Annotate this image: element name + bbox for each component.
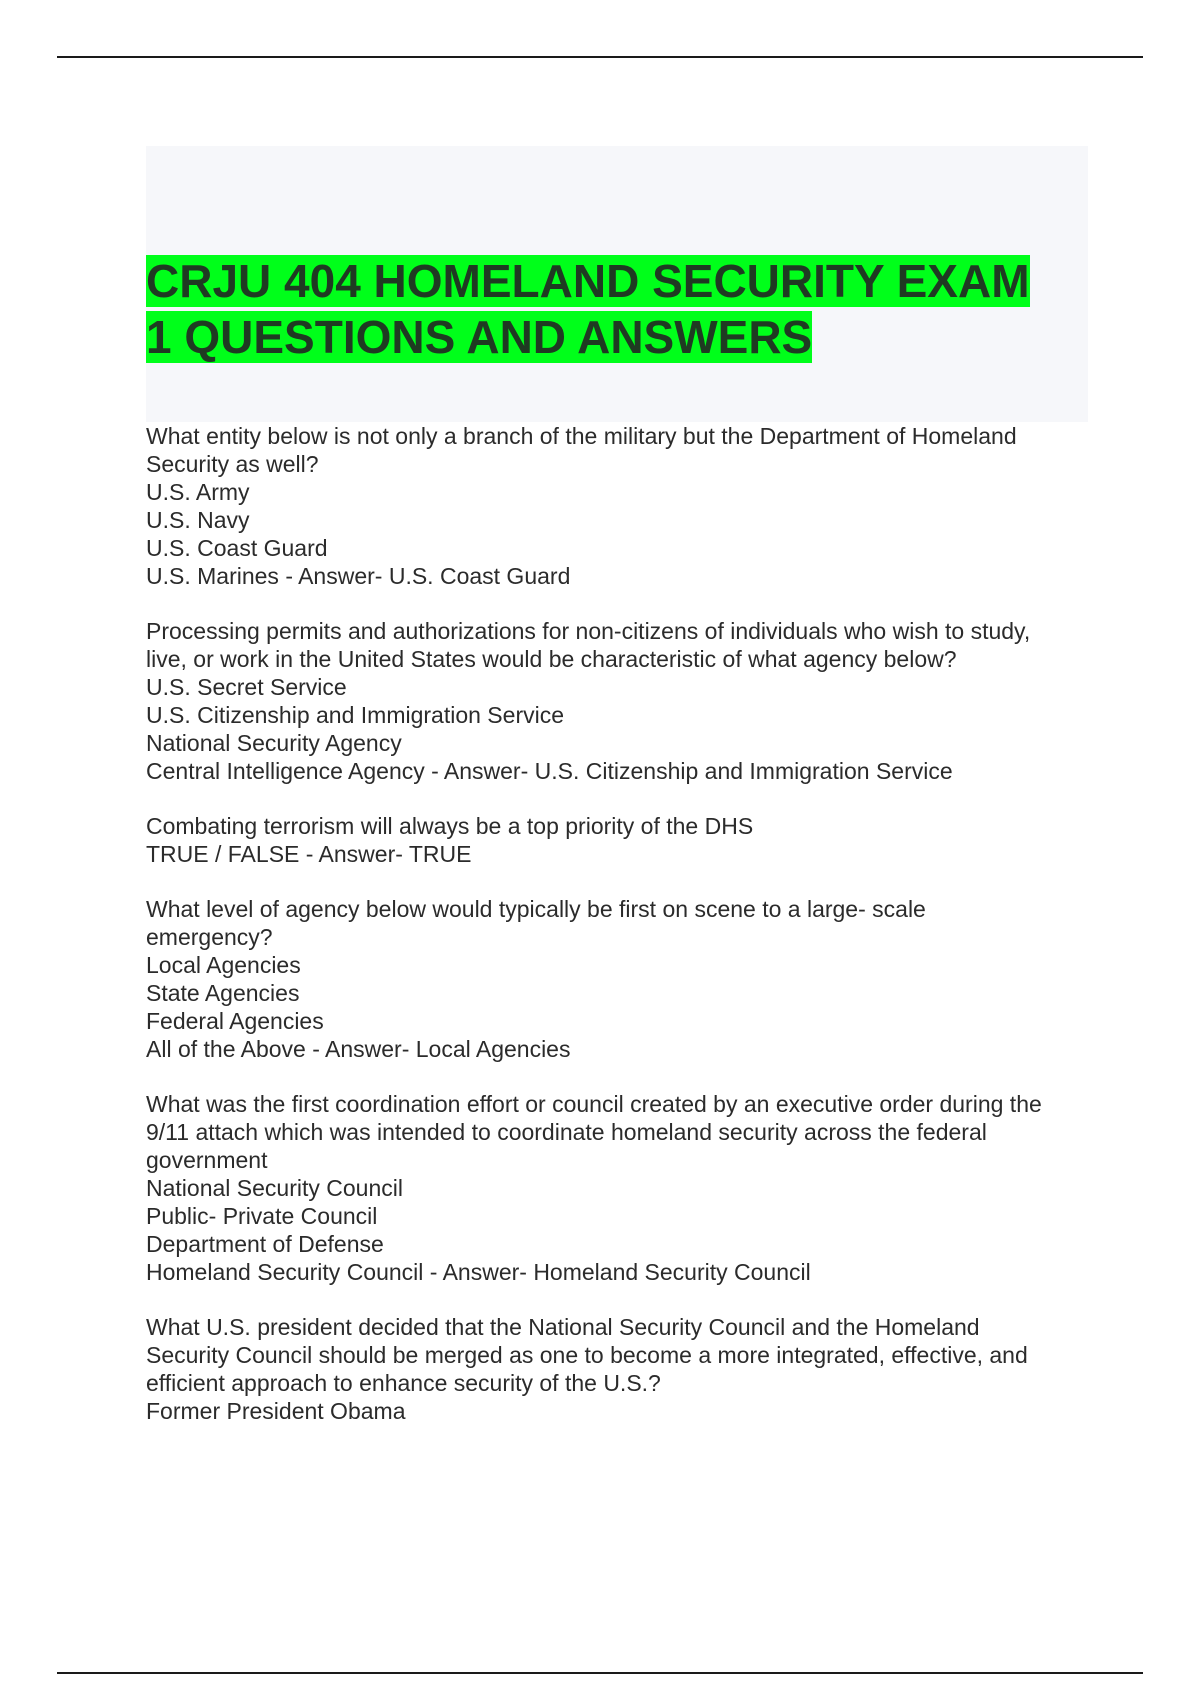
qa-line: U.S. Coast Guard: [146, 535, 328, 561]
title-block: [146, 146, 1088, 422]
qa-line: Public- Private Council: [146, 1203, 378, 1229]
qa-line: TRUE / FALSE - Answer- TRUE: [146, 841, 472, 867]
qa-line: Former President Obama: [146, 1398, 406, 1424]
qa-item: [146, 1313, 1088, 1425]
qa-line: Combating terrorism will always be a top priority of the DHS: [146, 813, 754, 839]
qa-line: U.S. Secret Service: [146, 674, 347, 700]
qa-line: National Security Agency: [146, 730, 402, 756]
header-rule: [57, 56, 1143, 58]
qa-item: [146, 812, 1088, 868]
qa-line: U.S. Marines - Answer- U.S. Coast Guard: [146, 563, 571, 589]
qa-line: emergency?: [146, 924, 273, 950]
qa-line: What U.S. president decided that the National Security Council and the Homeland: [146, 1314, 980, 1340]
qa-line: U.S. Army: [146, 479, 250, 505]
footer-rule: [57, 1672, 1143, 1674]
title-line-1: CRJU 404 HOMELAND SECURITY EXAM: [146, 255, 1030, 307]
qa-line: Homeland Security Council - Answer- Homeland Security Council: [146, 1259, 811, 1285]
qa-line: Local Agencies: [146, 952, 301, 978]
qa-line: U.S. Navy: [146, 507, 250, 533]
qa-line: Central Intelligence Agency - Answer- U.S. Citizenship and Immigration Service: [146, 758, 953, 784]
document-title: [146, 253, 1088, 365]
qa-item: [146, 1090, 1088, 1286]
qa-line: Processing permits and authorizations for non-citizens of individuals who wish to study,: [146, 618, 1031, 644]
qa-item: [146, 895, 1088, 1063]
qa-line: What entity below is not only a branch of the military but the Department of Homeland: [146, 423, 1017, 449]
qa-line: What was the first coordination effort or council created by an executive order during the: [146, 1091, 1042, 1117]
qa-line: What level of agency below would typically be first on scene to a large- scale: [146, 896, 926, 922]
qa-line: National Security Council: [146, 1175, 403, 1201]
qa-line: government: [146, 1147, 268, 1173]
qa-line: Department of Defense: [146, 1231, 384, 1257]
qa-line: All of the Above - Answer- Local Agencies: [146, 1036, 571, 1062]
qa-item: [146, 422, 1088, 590]
qa-item: [146, 617, 1088, 785]
qa-list: [146, 422, 1088, 1425]
qa-line: 9/11 attach which was intended to coordinate homeland security across the federal: [146, 1119, 987, 1145]
qa-line: Federal Agencies: [146, 1008, 324, 1034]
title-line-2: 1 QUESTIONS AND ANSWERS: [146, 311, 813, 363]
qa-line: State Agencies: [146, 980, 300, 1006]
qa-line: efficient approach to enhance security of the U.S.?: [146, 1370, 661, 1396]
qa-line: Security Council should be merged as one to become a more integrated, effective, and: [146, 1342, 1028, 1368]
qa-line: live, or work in the United States would be characteristic of what agency below?: [146, 646, 957, 672]
page-content: [146, 146, 1088, 1452]
qa-line: U.S. Citizenship and Immigration Service: [146, 702, 564, 728]
qa-line: Security as well?: [146, 451, 319, 477]
